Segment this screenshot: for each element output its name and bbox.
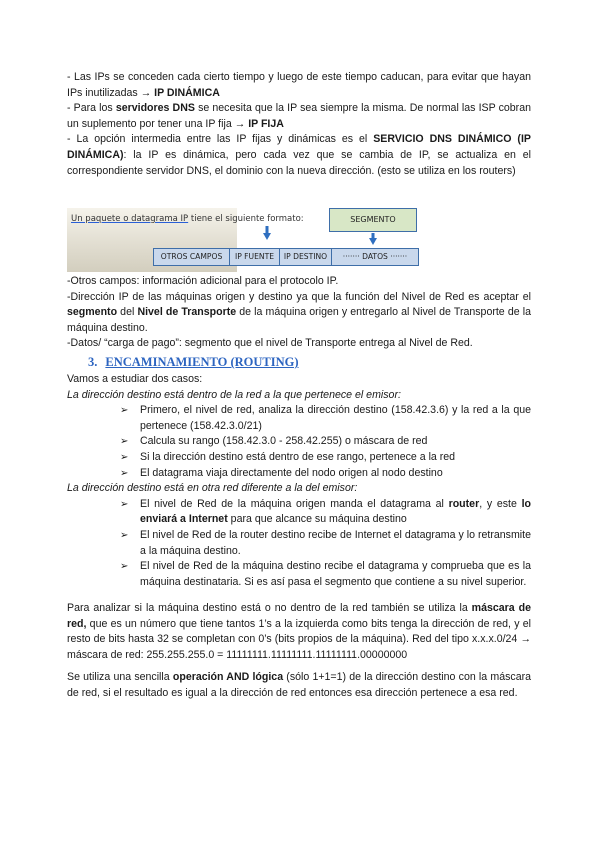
mask-section xyxy=(67,601,531,663)
arrowhead-bullet-icon: ➢ xyxy=(120,436,129,448)
section-heading: 3. ENCAMINAMIENTO (ROUTING) xyxy=(88,355,299,369)
list-item: ➢ Si la dirección destino está dentro de ese rango, pertenece a la red xyxy=(67,450,531,466)
arrowhead-bullet-icon: ➢ xyxy=(120,405,129,417)
cell-otros-campos: OTROS CAMPOS xyxy=(153,248,230,266)
arrowhead-bullet-icon: ➢ xyxy=(120,529,129,541)
cell-ip-destino: IP DESTINO xyxy=(279,248,332,266)
list-item: ➢ El nivel de Red de la máquina destino recibe el datagrama y comprueba que es la máquina destinataria. Si es así pasa el segmento que contiene a su nivel superior. xyxy=(120,560,531,588)
list-item: ➢ Primero, el nivel de red, analiza la dirección destino (158.42.3.6) y la red a la que pertenece (158.42.3.0/21) xyxy=(120,404,531,432)
field-datos: -Datos/ “carga de pago”: segmento que el nivel de Transporte entrega al Nivel de Red. xyxy=(67,337,473,350)
case1-list xyxy=(67,403,531,481)
and-paragraph: Se utiliza una sencilla operación AND lógica (sólo 1+1=1) de la dirección destino con la máscara de red, si el resultado es igual a la dirección de red entonces esa dirección pertenece a esa red. xyxy=(67,671,532,699)
figure-caption: Un paquete o datagrama IP tiene el siguiente formato: xyxy=(71,214,304,224)
routing-intro: Vamos a estudiar dos casos: xyxy=(67,373,203,385)
mask-paragraph: Para analizar si la máquina destino está o no dentro de la red también se utiliza la máscara de red, que es un número que tiene tantos 1’s a la izquierda como bits tenga la dirección de red, y el resto de bits hasta 32 se completan con 0’s (bits propios de la máquina). Red del tipo x.x.x.0/24 → máscara de red: 255.255.255.0 = 11111111.11111111.11111111.00000000 xyxy=(67,602,531,661)
arrowhead-bullet-icon: ➢ xyxy=(120,561,129,573)
cell-ip-fuente: IP FUENTE xyxy=(229,248,280,266)
cell-datos: ······· DATOS ······· xyxy=(331,248,419,266)
list-item: ➢ El datagrama viaja directamente del nodo origen al nodo destino xyxy=(67,466,531,482)
and-section xyxy=(67,670,531,701)
datagram-cells xyxy=(153,248,419,266)
list-item: ➢ Calcula su rango (158.42.3.0 - 258.42.255) o máscara de red xyxy=(67,434,531,450)
case2-title: La dirección destino está en otra red diferente a la del emisor: xyxy=(67,482,358,495)
list-item: ➢ El nivel de Red de la router destino recibe de Internet el datagrama y lo retransmite a la máquina destino. xyxy=(120,528,531,557)
intro-paragraph-2: - Para los servidores DNS se necesita que la IP sea siempre la misma. De normal las ISP cobran un suplemento por tener una IP fija → IP FIJA xyxy=(67,102,531,130)
down-arrow-icon xyxy=(263,226,271,240)
case2-list xyxy=(67,497,531,591)
routing-section xyxy=(67,372,531,590)
case1-title: La dirección destino está dentro de la red a la que pertenece el emisor: xyxy=(67,388,401,401)
field-direccion-ip: -Dirección IP de las máquinas origen y destino ya que la función del Nivel de Red es aceptar el segmento del Nivel de Transporte de la máquina origen y entregarlo al Nivel de Transporte de la máquina destino. xyxy=(67,290,531,334)
field-otros-campos: -Otros campos: información adicional para el protocolo IP. xyxy=(67,275,339,287)
down-arrow-icon xyxy=(369,233,377,247)
datagram-figure xyxy=(67,204,427,274)
intro-section xyxy=(67,70,531,179)
arrowhead-bullet-icon: ➢ xyxy=(120,467,129,479)
arrowhead-bullet-icon: ➢ xyxy=(120,451,129,463)
list-item: ➢ El nivel de Red de la máquina origen manda el datagrama al router, y este lo enviará a Internet para que alcance su máquina destino xyxy=(120,497,531,526)
intro-paragraph-1: - Las IPs se conceden cada cierto tiempo y luego de este tiempo caducan, para evitar que hayan IPs inutilizadas → IP DINÁMICA xyxy=(67,71,531,99)
arrowhead-bullet-icon: ➢ xyxy=(120,498,129,510)
segment-box: SEGMENTO xyxy=(329,208,417,232)
intro-paragraph-3: - La opción intermedia entre las IP fijas y dinámicas es el SERVICIO DNS DINÁMICO (IP DINÁMICA): la IP es dinámica, pero cada vez que se cambia de IP, se actualiza en el correspondiente servidor DNS, el dominio con la nueva dirección. (esto se utiliza en los routers) xyxy=(67,133,531,177)
fields-section xyxy=(67,274,531,352)
